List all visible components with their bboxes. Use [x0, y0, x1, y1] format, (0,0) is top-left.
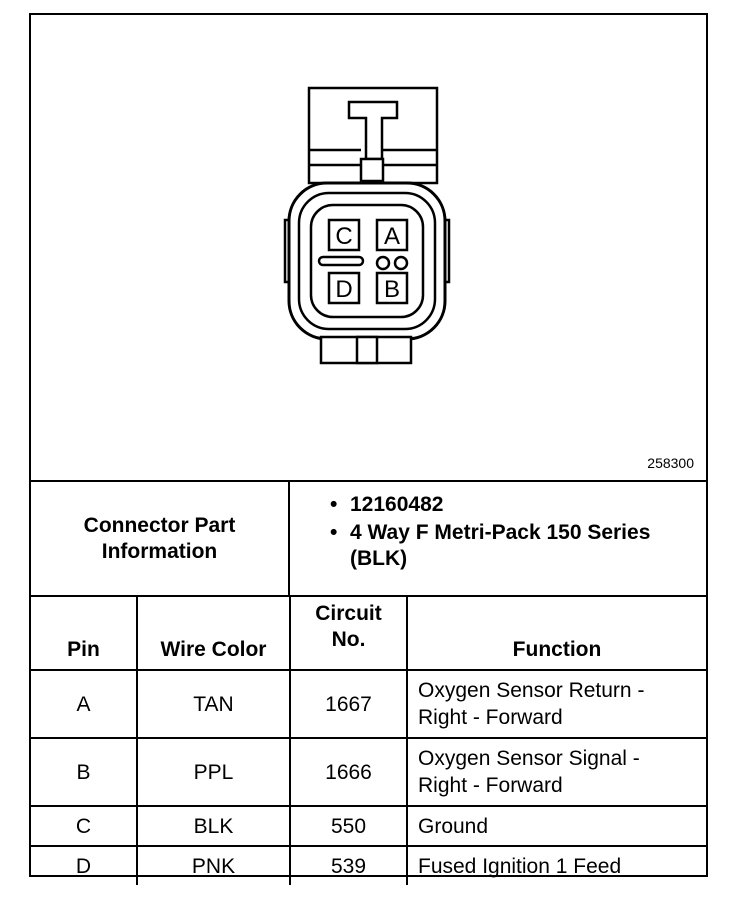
table-row [31, 670, 706, 738]
part-number: • 12160482 [290, 492, 706, 518]
pin-label-b: B [383, 276, 401, 303]
pin-label-a: A [383, 223, 401, 250]
connector-document [29, 13, 708, 877]
table-row [31, 846, 706, 885]
connector-diagram [31, 15, 706, 480]
info-label-line1: Connector Part [83, 513, 236, 537]
wire-color-cell: PNK [137, 846, 290, 885]
header-function: Function [407, 596, 706, 670]
function-cell: Ground [407, 806, 706, 846]
function-cell: Oxygen Sensor Return - Right - Forward [407, 670, 706, 738]
header-pin: Pin [31, 596, 137, 670]
wire-color-cell: PPL [137, 738, 290, 806]
pin-cell: B [31, 738, 137, 806]
figure-id: 258300 [647, 455, 694, 471]
info-label-line2: Information [101, 539, 218, 563]
info-list [290, 482, 706, 605]
function-cell: Fused Ignition 1 Feed [407, 846, 706, 885]
wire-color-cell: BLK [137, 806, 290, 846]
info-label [31, 482, 290, 595]
circuit-cell: 550 [290, 806, 407, 846]
pin-label-c: C [335, 223, 353, 250]
connector-part-info [31, 480, 706, 595]
circuit-cell: 1667 [290, 670, 407, 738]
pin-cell: C [31, 806, 137, 846]
wire-color-cell: TAN [137, 670, 290, 738]
table-row [31, 806, 706, 846]
connector-figure [31, 15, 706, 480]
pin-cell: D [31, 846, 137, 885]
circuit-cell: 1666 [290, 738, 407, 806]
header-wire-color: Wire Color [137, 596, 290, 670]
table-row [31, 738, 706, 806]
pin-cell: A [31, 670, 137, 738]
table-header-row [31, 596, 706, 670]
pin-label-d: D [335, 276, 353, 303]
circuit-cell: 539 [290, 846, 407, 885]
connector-type: • 4 Way F Metri-Pack 150 Series (BLK) [290, 520, 706, 572]
pin-table [31, 595, 706, 885]
header-circuit: Circuit No. [290, 596, 407, 670]
function-cell: Oxygen Sensor Signal - Right - Forward [407, 738, 706, 806]
